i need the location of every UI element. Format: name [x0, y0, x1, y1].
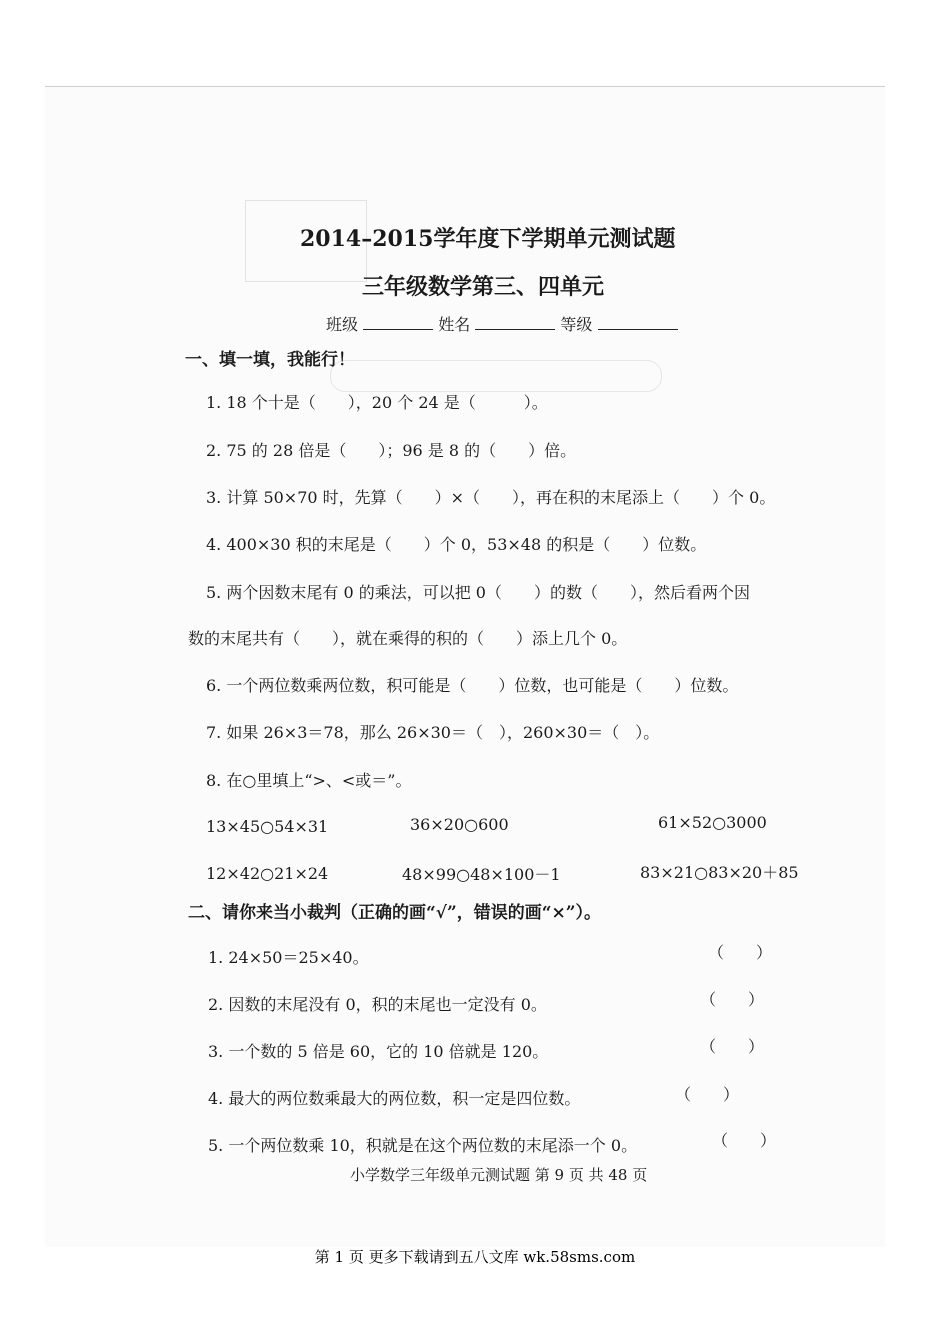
judge-item-4: 4. 最大的两位数乘最大的两位数，积一定是四位数。 [208, 1089, 581, 1108]
judge-item-2: 2. 因数的末尾没有 0，积的末尾也一定没有 0。 [208, 995, 547, 1014]
compare-item: 61×52○3000 [658, 813, 767, 832]
question-8: 8. 在○里填上“>、<或＝”。 [206, 771, 412, 790]
inner-page-footer: 小学数学三年级单元测试题 第 9 页 共 48 页 [350, 1166, 648, 1184]
section1-heading: 一、填一填，我能行！ [185, 350, 355, 370]
question-1: 1. 18 个十是（ ），20 个 24 是（ ）。 [206, 393, 548, 412]
compare-item: 48×99○48×100－1 [402, 865, 561, 884]
name-label: 姓名 [438, 315, 471, 334]
judge-answer-box[interactable]: （ ） [700, 1037, 765, 1056]
class-blank[interactable] [363, 315, 433, 330]
bleed-through-oval [330, 360, 662, 392]
compare-item: 83×21○83×20＋85 [640, 863, 799, 882]
judge-item-5: 5. 一个两位数乘 10，积就是在这个两位数的末尾添一个 0。 [208, 1136, 638, 1155]
section2-heading: 二、请你来当小裁判（正确的画“√”，错误的画“×”）。 [188, 903, 602, 923]
question-5-line1: 5. 两个因数末尾有 0 的乘法，可以把 0（ ）的数（ ），然后看两个因 [206, 583, 750, 602]
judge-answer-box[interactable]: （ ） [675, 1085, 740, 1104]
class-label: 班级 [326, 315, 359, 334]
page-subtitle: 三年级数学第三、四单元 [362, 274, 605, 300]
judge-item-1: 1. 24×50＝25×40。 [208, 948, 369, 967]
question-2: 2. 75 的 28 倍是（ ）；96 是 8 的（ ）倍。 [206, 441, 577, 460]
question-5-line2: 数的末尾共有（ ），就在乘得的积的（ ）添上几个 0。 [188, 629, 628, 648]
compare-item: 36×20○600 [410, 815, 509, 834]
judge-item-3: 3. 一个数的 5 倍是 60，它的 10 倍就是 120。 [208, 1042, 549, 1061]
compare-item: 12×42○21×24 [206, 864, 329, 883]
grade-label: 等级 [560, 315, 593, 334]
page-footer: 第 1 页 更多下载请到五八文库 wk.58sms.com [314, 1248, 636, 1266]
scanned-page [45, 86, 885, 1247]
compare-item: 13×45○54×31 [206, 817, 329, 836]
question-6: 6. 一个两位数乘两位数，积可能是（ ）位数，也可能是（ ）位数。 [206, 676, 739, 695]
student-info [326, 312, 678, 335]
name-blank[interactable] [475, 315, 555, 330]
judge-answer-box[interactable]: （ ） [708, 943, 773, 962]
question-3: 3. 计算 50×70 时，先算（ ）×（ ），再在积的末尾添上（ ）个 0。 [206, 488, 776, 507]
page-title: 2014–2015学年度下学期单元测试题 [300, 226, 676, 252]
question-4: 4. 400×30 积的末尾是（ ）个 0，53×48 的积是（ ）位数。 [206, 535, 707, 554]
question-7: 7. 如果 26×3＝78，那么 26×30＝（ ），260×30＝（ ）。 [206, 723, 660, 742]
grade-blank[interactable] [598, 315, 678, 330]
judge-answer-box[interactable]: （ ） [700, 990, 765, 1009]
judge-answer-box[interactable]: （ ） [712, 1131, 777, 1150]
